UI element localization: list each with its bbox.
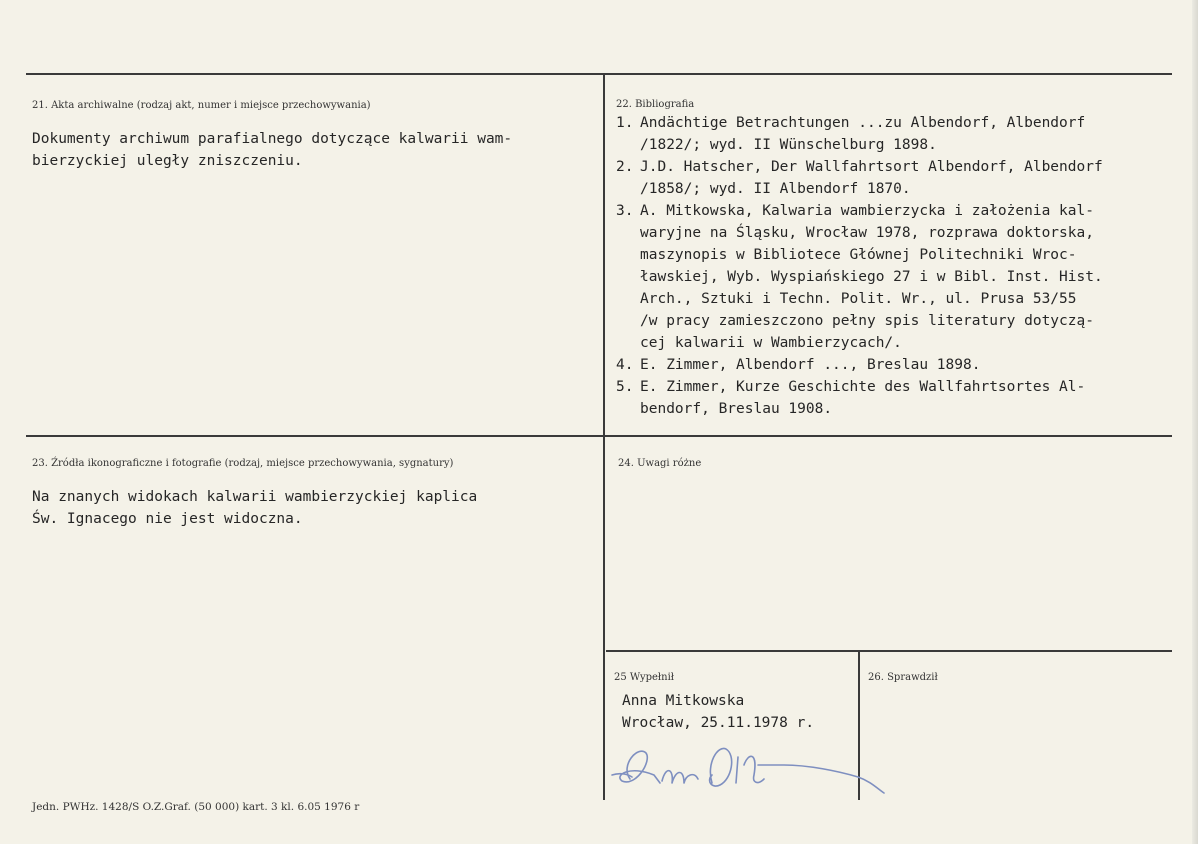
bibliography-item	[616, 156, 1176, 200]
section-23-line-2: Św. Ignacego nie jest widoczna.	[32, 511, 303, 527]
bibliography-item-line: /1858/; wyd. II Albendorf 1870.	[640, 181, 911, 197]
section-24-label: 24. Uwagi różne	[618, 458, 702, 469]
bibliography-item-line: /w pracy zamieszczono pełny spis literatury dotyczą-	[640, 313, 1094, 329]
bibliography-item-line: Andächtige Betrachtungen ...zu Albendorf, Albendorf	[640, 115, 1086, 131]
card-edge	[1192, 0, 1198, 844]
section-23-line-1: Na znanych widokach kalwarii wambierzyckiej kaplica	[32, 489, 478, 505]
section-22-label: 22. Bibliografia	[616, 99, 695, 110]
bibliography-item	[616, 112, 1176, 156]
bibliography-item-number: 2.	[616, 159, 634, 175]
bibliography-item-number: 5.	[616, 379, 634, 395]
bibliography-item-line: maszynopis w Bibliotece Głównej Politechniki Wroc-	[640, 247, 1077, 263]
section-25-label: 25 Wypełnił	[614, 672, 675, 683]
bibliography-item-line: /1822/; wyd. II Wünschelburg 1898.	[640, 137, 937, 153]
bibliography-item	[616, 354, 1176, 376]
bibliography-item-line: bendorf, Breslau 1908.	[640, 401, 833, 417]
bibliography-item-number: 3.	[616, 203, 634, 219]
bibliography-item-number: 4.	[616, 357, 634, 373]
bibliography-item-line: A. Mitkowska, Kalwaria wambierzycka i założenia kal-	[640, 203, 1094, 219]
filled-by-place-date: Wrocław, 25.11.1978 r.	[622, 715, 815, 731]
bibliography-item	[616, 376, 1176, 420]
signature-icon	[608, 735, 898, 795]
bibliography-item-line: waryjne na Śląsku, Wrocław 1978, rozprawa doktorska,	[640, 225, 1094, 241]
section-21-line-2: bierzyckiej uległy zniszczeniu.	[32, 153, 303, 169]
section-21-label: 21. Akta archiwalne (rodzaj akt, numer i miejsce przechowywania)	[32, 100, 371, 111]
section-26-label: 26. Sprawdził	[868, 672, 938, 683]
bibliography-item-line: J.D. Hatscher, Der Wallfahrtsort Albendorf, Albendorf	[640, 159, 1103, 175]
print-imprint: Jedn. PWHz. 1428/S O.Z.Graf. (50 000) kart. 3 kl. 6.05 1976 r	[32, 801, 360, 813]
top-rule	[26, 73, 1172, 75]
bibliography-item-line: cej kalwarii w Wambierzycach/.	[640, 335, 902, 351]
bibliography-item	[616, 200, 1176, 354]
signature-rule	[606, 650, 1172, 652]
bibliography-item-line: E. Zimmer, Kurze Geschichte des Wallfahrtsortes Al-	[640, 379, 1086, 395]
handwritten-signature	[608, 735, 898, 799]
filled-by-name: Anna Mitkowska	[622, 693, 745, 709]
bibliography-item-number: 1.	[616, 115, 634, 131]
center-divider	[603, 73, 605, 800]
bibliography-item-line: Arch., Sztuki i Techn. Polit. Wr., ul. Prusa 53/55	[640, 291, 1077, 307]
bibliography-item-line: ławskiej, Wyb. Wyspiańskiego 27 i w Bibl. Inst. Hist.	[640, 269, 1103, 285]
bibliography-list	[616, 112, 1176, 420]
bibliography-item-line: E. Zimmer, Albendorf ..., Breslau 1898.	[640, 357, 981, 373]
section-23-label: 23. Źródła ikonograficzne i fotografie (rodzaj, miejsce przechowywania, sygnatury)	[32, 458, 454, 469]
section-21-line-1: Dokumenty archiwum parafialnego dotyczące kalwarii wam-	[32, 131, 513, 147]
middle-rule	[26, 435, 1172, 437]
